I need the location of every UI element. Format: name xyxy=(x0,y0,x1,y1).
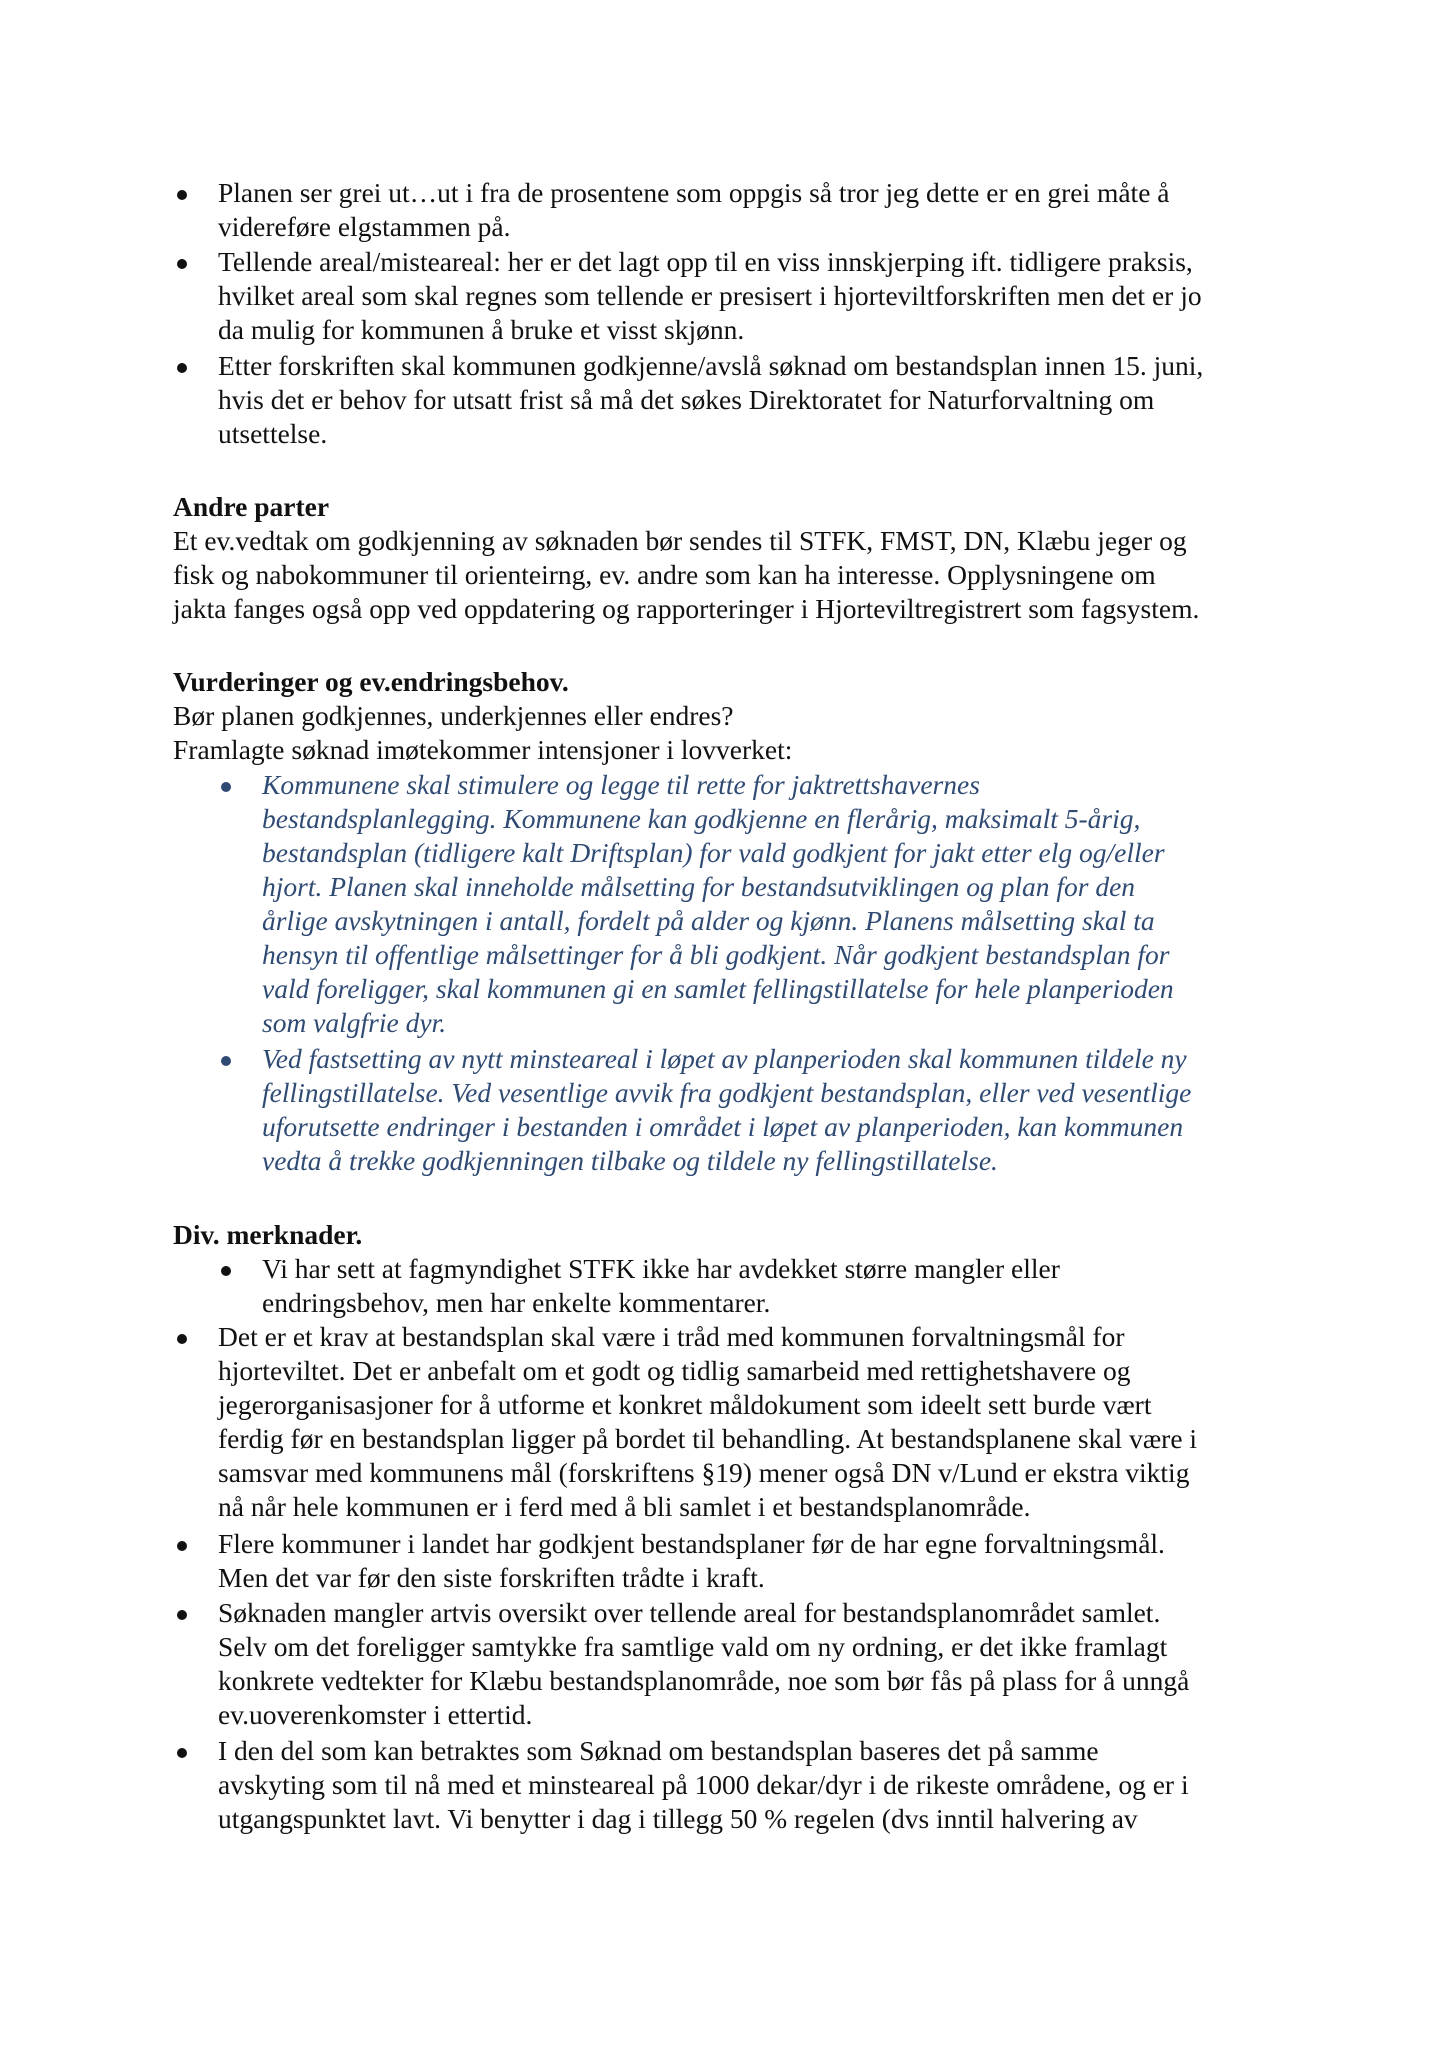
list-item-line: Etter forskriften skal kommunen godkjenne/avslå søknad om bestandsplan innen 15. juni, xyxy=(218,350,1204,381)
list-item-line: Tellende areal/misteareal: her er det lagt opp til en viss innskjerping ift. tidligere praksis, xyxy=(218,246,1193,277)
bullet-icon xyxy=(177,363,187,373)
bullet-icon xyxy=(221,782,231,792)
bullet-icon xyxy=(177,190,187,200)
quote-line: uforutsette endringer i bestanden i området i løpet av planperioden, kan kommunen xyxy=(262,1111,1184,1142)
paragraph-line: Et ev.vedtak om godkjenning av søknaden bør sendes til STFK, FMST, DN, Klæbu jeger og xyxy=(173,525,1187,556)
quote-line: som valgfrie dyr. xyxy=(262,1007,447,1038)
list-item-line: Selv om det foreligger samtykke fra samtlige vald om ny ordning, er det ikke framlagt xyxy=(218,1631,1168,1662)
quote-line: vedta å trekke godkjenningen tilbake og tildele ny fellingstillatelse. xyxy=(262,1145,998,1176)
paragraph-line: jakta fanges også opp ved oppdatering og rapporteringer i Hjorteviltregistrert som fagsystem. xyxy=(173,593,1200,624)
bullet-icon xyxy=(177,1334,187,1344)
list-item-line: ev.uoverenkomster i ettertid. xyxy=(218,1699,533,1730)
list-item-line: Vi har sett at fagmyndighet STFK ikke har avdekket større mangler eller xyxy=(262,1253,1060,1284)
list-item-line: Men det var før den siste forskriften trådte i kraft. xyxy=(218,1562,765,1593)
list-item-line: nå når hele kommunen er i ferd med å bli samlet i et bestandsplanområde. xyxy=(218,1491,1031,1522)
list-item-line: endringsbehov, men har enkelte kommentarer. xyxy=(262,1287,771,1318)
list-item-line: Flere kommuner i landet har godkjent bestandsplaner før de har egne forvaltningsmål. xyxy=(218,1528,1165,1559)
quote-line: hensyn til offentlige målsettinger for å bli godkjent. Når godkjent bestandsplan for xyxy=(262,939,1170,970)
quote-line: Ved fastsetting av nytt minsteareal i løpet av planperioden skal kommunen tildele ny xyxy=(262,1043,1187,1074)
paragraph-line: Bør planen godkjennes, underkjennes eller endres? xyxy=(173,700,734,731)
list-item-line: hvilket areal som skal regnes som tellende er presisert i hjorteviltforskriften men det er jo xyxy=(218,280,1202,311)
list-item-line: jegerorganisasjoner for å utforme et konkret måldokument som ideelt sett burde vært xyxy=(218,1389,1152,1420)
quote-line: vald foreligger, skal kommunen gi en samlet fellingstillatelse for hele planperioden xyxy=(262,973,1174,1004)
list-item-line: ferdig før en bestandsplan ligger på bordet til behandling. At bestandsplanene skal være i xyxy=(218,1423,1198,1454)
section-heading: Vurderinger og ev.endringsbehov. xyxy=(173,666,569,697)
list-item-line: hvis det er behov for utsatt frist så må det søkes Direktoratet for Naturforvaltning om xyxy=(218,384,1155,415)
quote-line: fellingstillatelse. Ved vesentlige avvik fra godkjent bestandsplan, eller ved vesentlige xyxy=(262,1077,1192,1108)
bullet-icon xyxy=(177,259,187,269)
list-item-line: utsettelse. xyxy=(218,418,328,449)
bullet-icon xyxy=(221,1056,231,1066)
list-item-line: I den del som kan betraktes som Søknad om bestandsplan baseres det på samme xyxy=(218,1735,1099,1766)
bullet-icon xyxy=(177,1748,187,1758)
quote-line: bestandsplanlegging. Kommunene kan godkjenne en flerårig, maksimalt 5-årig, xyxy=(262,803,1141,834)
list-item-line: utgangspunktet lavt. Vi benytter i dag i tillegg 50 % regelen (dvs inntil halvering av xyxy=(218,1803,1138,1834)
list-item-line: hjorteviltet. Det er anbefalt om et godt og tidlig samarbeid med rettighetshavere og xyxy=(218,1355,1131,1386)
quote-line: årlige avskytningen i antall, fordelt på alder og kjønn. Planens målsetting skal ta xyxy=(262,905,1155,936)
section-heading: Andre parter xyxy=(173,491,330,522)
paragraph-line: Framlagte søknad imøtekommer intensjoner i lovverket: xyxy=(173,734,793,765)
quote-line: hjort. Planen skal inneholde målsetting for bestandsutviklingen og plan for den xyxy=(262,871,1136,902)
list-item-line: Det er et krav at bestandsplan skal være i tråd med kommunen forvaltningsmål for xyxy=(218,1321,1125,1352)
section-heading: Div. merknader. xyxy=(173,1219,363,1250)
list-item-line: avskyting som til nå med et minsteareal på 1000 dekar/dyr i de rikeste områdene, og er i xyxy=(218,1769,1189,1800)
list-item-line: samsvar med kommunens mål (forskriftens §19) mener også DN v/Lund er ekstra viktig xyxy=(218,1457,1190,1488)
list-item-line: da mulig for kommunen å bruke et visst skjønn. xyxy=(218,314,745,345)
list-item-line: videreføre elgstammen på. xyxy=(218,211,511,242)
bullet-icon xyxy=(221,1266,231,1276)
bullet-icon xyxy=(177,1541,187,1551)
list-item-line: Planen ser grei ut…ut i fra de prosentene som oppgis så tror jeg dette er en grei måte å xyxy=(218,177,1170,208)
quote-line: bestandsplan (tidligere kalt Driftsplan) for vald godkjent for jakt etter elg og/eller xyxy=(262,837,1165,868)
bullet-icon xyxy=(177,1610,187,1620)
list-item-line: Søknaden mangler artvis oversikt over tellende areal for bestandsplanområdet samlet. xyxy=(218,1597,1161,1628)
paragraph-line: fisk og nabokommuner til orienteirng, ev. andre som kan ha interesse. Opplysningene om xyxy=(173,559,1156,590)
list-item-line: konkrete vedtekter for Klæbu bestandsplanområde, noe som bør fås på plass for å unngå xyxy=(218,1665,1190,1696)
quote-line: Kommunene skal stimulere og legge til rette for jaktrettshavernes xyxy=(262,769,980,800)
